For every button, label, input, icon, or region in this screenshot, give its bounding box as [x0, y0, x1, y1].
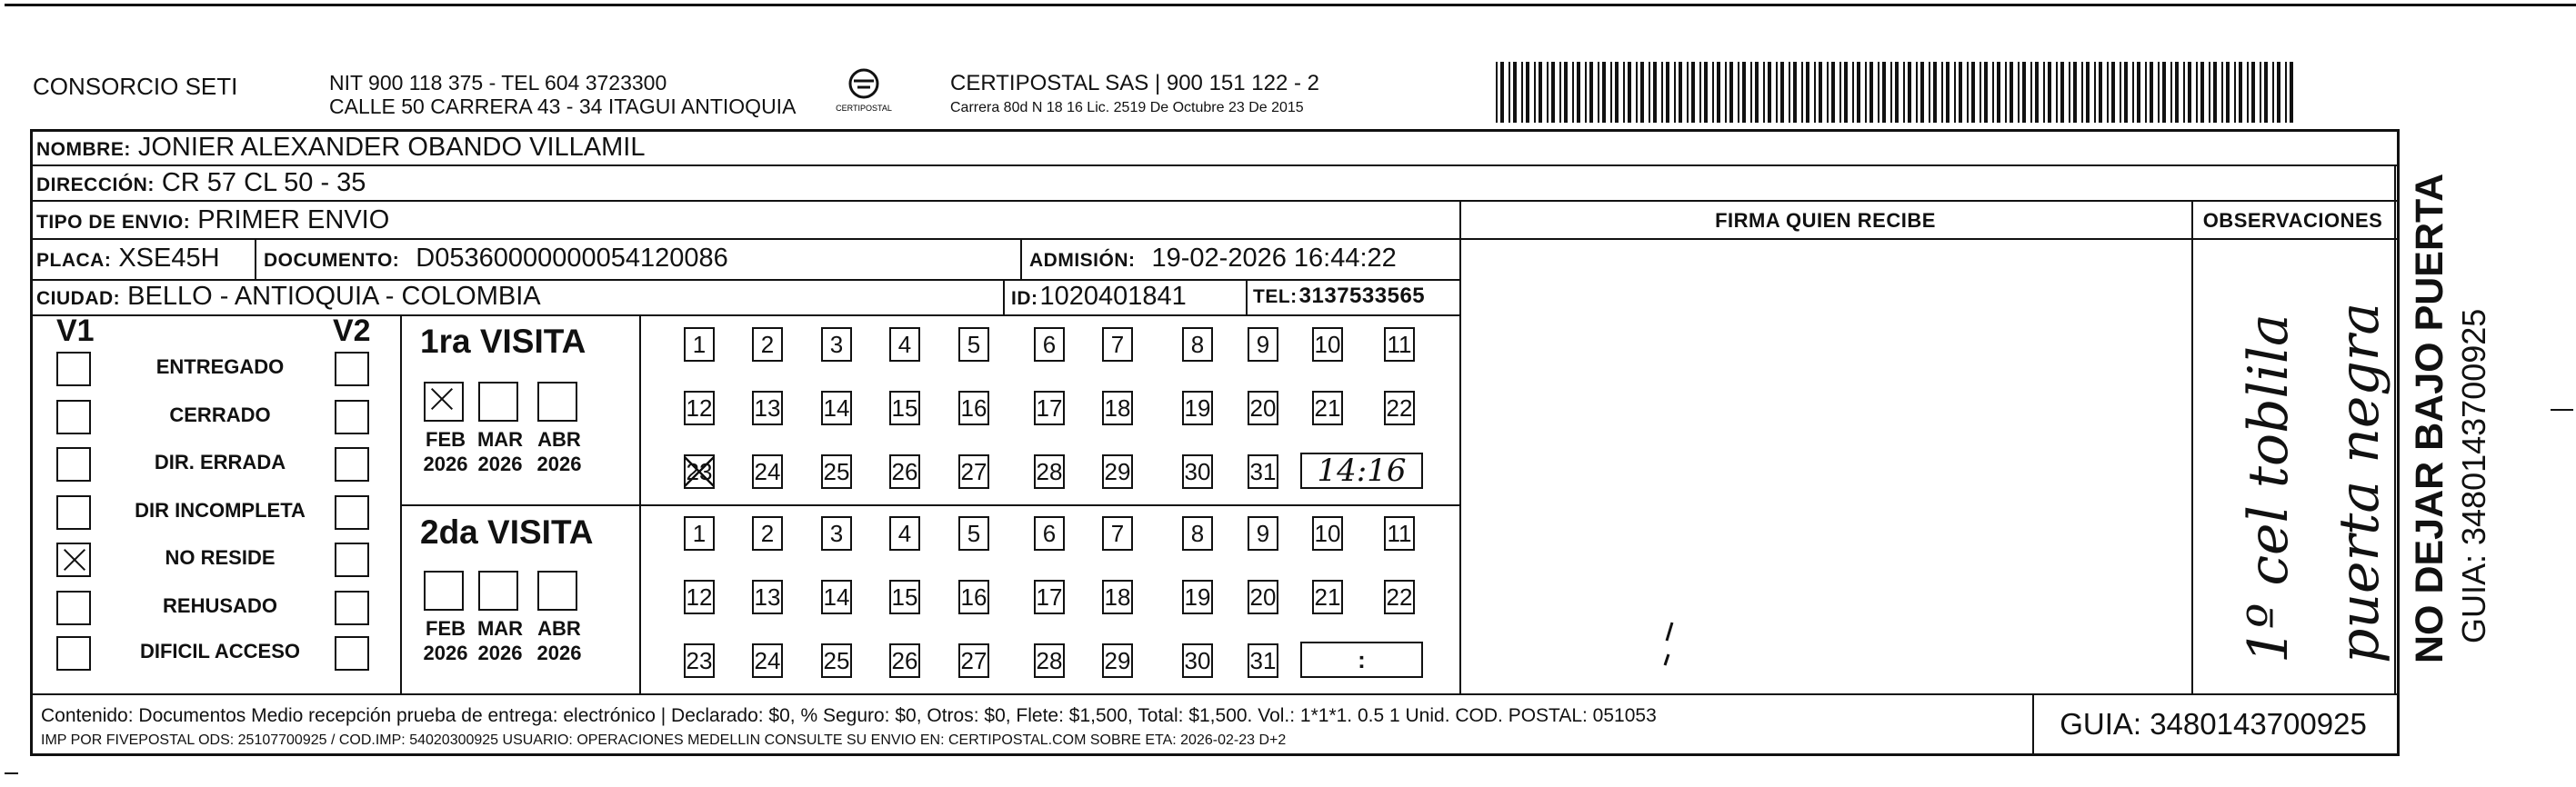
- recipient-name: JONIER ALEXANDER OBANDO VILLAMIL: [137, 133, 646, 162]
- v2-checkbox[interactable]: [335, 543, 369, 577]
- city-label: CIUDAD:: [36, 288, 121, 309]
- visit2-month-label: [418, 616, 473, 665]
- status-reason-label: REHUSADO: [163, 594, 277, 617]
- document-value: D05360000000054120086: [416, 244, 728, 273]
- visit1-day-box[interactable]: 4: [889, 327, 920, 362]
- v2-checkbox[interactable]: [335, 352, 369, 386]
- v2-label: V2: [333, 314, 371, 348]
- visit2-day-box[interactable]: 3: [821, 516, 852, 551]
- plate-row: [36, 244, 220, 274]
- visit2-day-box[interactable]: 28: [1034, 643, 1065, 678]
- visit1-month-label: [418, 427, 473, 476]
- top-border: [5, 4, 2576, 6]
- visit1-day-box[interactable]: 16: [958, 391, 989, 425]
- row-divider: [30, 314, 1459, 316]
- city-row: [36, 282, 541, 312]
- visit1-day-box[interactable]: 11: [1384, 327, 1415, 362]
- visit1-day-box[interactable]: 2: [752, 327, 783, 362]
- visit1-month-name: FEB: [426, 428, 466, 451]
- visit1-day-box[interactable]: 12: [684, 391, 715, 425]
- footer-content: Contenido: Documentos Medio recepción prueba de entrega: electrónico | Declarado: $0, % Seguro: $0, Otros: $0, Flete: $1,500, Total: $1,500. Vol.: 1*1*1. 0.5 1 Unid. COD. POSTAL: 051053: [41, 705, 1657, 726]
- admission-row: [1029, 244, 1397, 274]
- visit1-month-name: ABR: [537, 428, 581, 451]
- observation-note-2: puerta negra: [2328, 302, 2391, 663]
- col-divider: [1020, 238, 1022, 279]
- col-divider: [2394, 164, 2396, 693]
- col-divider: [1003, 279, 1005, 314]
- side-guide: GUIA: 3480143700925: [2455, 308, 2492, 643]
- visit2-day-box[interactable]: 29: [1102, 643, 1133, 678]
- v2-checkbox[interactable]: [335, 591, 369, 625]
- status-reason-label: DIR. ERRADA: [154, 451, 286, 473]
- visit1-month-year: 2026: [536, 453, 582, 475]
- visit1-day-box[interactable]: 31: [1248, 454, 1278, 489]
- visit2-day-box[interactable]: 16: [958, 580, 989, 614]
- visit2-day-box[interactable]: 13: [752, 580, 783, 614]
- visit1-month-year: 2026: [477, 453, 523, 475]
- visit1-day-box[interactable]: 1: [684, 327, 715, 362]
- row-divider: [30, 164, 2400, 166]
- certipostal-logo: [832, 65, 896, 120]
- city-value: BELLO - ANTIOQUIA - COLOMBIA: [127, 282, 541, 311]
- visit1-month-label: [473, 427, 527, 476]
- barcode: [1496, 62, 2300, 123]
- tel-value: 3137533565: [1298, 284, 1426, 308]
- col-divider: [639, 314, 641, 693]
- status-reason-label: ENTREGADO: [155, 355, 285, 378]
- visit2-day-box[interactable]: 24: [752, 643, 783, 678]
- corner-mark: [5, 772, 18, 774]
- visit1-month-checkbox[interactable]: [478, 382, 518, 422]
- side-warning: NO DEJAR BAJO PUERTA: [2408, 173, 2451, 663]
- visit2-day-box[interactable]: 31: [1248, 643, 1278, 678]
- visit2-month-checkbox[interactable]: [478, 571, 518, 611]
- visit2-day-box[interactable]: 1: [684, 516, 715, 551]
- id-row: [1011, 282, 1187, 312]
- visit1-month-label: [532, 427, 586, 476]
- visit1-day-box[interactable]: 17: [1034, 391, 1065, 425]
- visit2-month-name: ABR: [537, 617, 581, 640]
- recipient-address: CR 57 CL 50 - 35: [161, 168, 366, 197]
- visit1-day-box[interactable]: 28: [1034, 454, 1065, 489]
- name-row: [36, 133, 645, 163]
- footer-guide: GUIA: 3480143700925: [2060, 707, 2367, 741]
- visit2-time[interactable]: :: [1300, 642, 1423, 678]
- visit2-day-box[interactable]: 10: [1312, 516, 1343, 551]
- visit1-title: 1ra VISITA: [420, 323, 586, 360]
- visit1-day-box[interactable]: 10: [1312, 327, 1343, 362]
- visit1-day-box[interactable]: 13: [752, 391, 783, 425]
- company-name: CONSORCIO SETI: [33, 73, 238, 100]
- visit1-day-box[interactable]: 23: [684, 454, 715, 489]
- visit2-day-box[interactable]: 27: [958, 643, 989, 678]
- id-value: 1020401841: [1039, 282, 1187, 311]
- admission-value: 19-02-2026 16:44:22: [1151, 244, 1397, 273]
- visit2-month-year: 2026: [423, 642, 468, 664]
- visit2-month-year: 2026: [536, 642, 582, 664]
- tel-row: [1253, 284, 1425, 309]
- shipment-type-row: [36, 205, 389, 235]
- visit1-day-box[interactable]: 22: [1384, 391, 1415, 425]
- plate-label: PLACA:: [36, 250, 112, 271]
- row-divider: [30, 200, 2400, 202]
- name-label: NOMBRE:: [36, 139, 131, 160]
- visit2-day-box[interactable]: 20: [1248, 580, 1278, 614]
- visit1-day-box[interactable]: 26: [889, 454, 920, 489]
- status-reason-label: NO RESIDE: [165, 546, 276, 569]
- col-divider: [255, 238, 256, 279]
- svg-text:CERTIPOSTAL: CERTIPOSTAL: [836, 104, 892, 113]
- visit1-day-box[interactable]: 14: [821, 391, 852, 425]
- visit1-day-box[interactable]: 6: [1034, 327, 1065, 362]
- visit2-month-label: [473, 616, 527, 665]
- address-row: [36, 168, 366, 198]
- signature-label: FIRMA QUIEN RECIBE: [1715, 209, 1936, 232]
- visit1-day-box[interactable]: 30: [1182, 454, 1213, 489]
- v2-checkbox[interactable]: [335, 636, 369, 671]
- visit2-day-box[interactable]: 23: [684, 643, 715, 678]
- id-label: ID:: [1011, 288, 1038, 309]
- visit2-day-box[interactable]: 8: [1182, 516, 1213, 551]
- shipment-type: PRIMER ENVIO: [197, 205, 390, 234]
- visit2-month-checkbox[interactable]: [537, 571, 577, 611]
- visit1-day-box[interactable]: 19: [1182, 391, 1213, 425]
- visit1-month-name: MAR: [476, 428, 524, 451]
- visit1-day-box[interactable]: 8: [1182, 327, 1213, 362]
- v2-checkbox[interactable]: [335, 495, 369, 530]
- carrier-license: Carrera 80d N 18 16 Lic. 2519 De Octubre 23 De 2015: [950, 100, 1304, 115]
- visit1-day-box[interactable]: 21: [1312, 391, 1343, 425]
- visit1-month-checkbox[interactable]: [537, 382, 577, 422]
- visit1-day-box[interactable]: 18: [1102, 391, 1133, 425]
- document-row: [264, 244, 728, 274]
- visit2-day-box[interactable]: 5: [958, 516, 989, 551]
- visit2-day-box[interactable]: 19: [1182, 580, 1213, 614]
- col-divider: [1459, 200, 1461, 693]
- visit2-day-box[interactable]: 11: [1384, 516, 1415, 551]
- visit2-day-box[interactable]: 2: [752, 516, 783, 551]
- carrier-name: CERTIPOSTAL SAS | 900 151 122 - 2: [950, 71, 1319, 95]
- visit1-month-checkbox[interactable]: [424, 382, 464, 422]
- visit1-day-box[interactable]: 3: [821, 327, 852, 362]
- visit1-time[interactable]: 14:16: [1300, 453, 1423, 489]
- visit1-day-box[interactable]: 7: [1102, 327, 1133, 362]
- company-address: CALLE 50 CARRERA 43 - 34 ITAGUI ANTIOQUIA: [329, 95, 797, 118]
- corner-mark: [2551, 409, 2573, 411]
- status-reason-label: DIFICIL ACCESO: [139, 640, 300, 662]
- row-divider: [30, 693, 2400, 695]
- shipment-type-label: TIPO DE ENVIO:: [36, 212, 191, 233]
- v2-checkbox[interactable]: [335, 447, 369, 482]
- visit2-day-box[interactable]: 25: [821, 643, 852, 678]
- visit2-month-name: MAR: [476, 617, 524, 640]
- col-divider: [400, 314, 402, 693]
- document-label: DOCUMENTO:: [264, 250, 400, 271]
- tel-label: TEL:: [1253, 286, 1298, 307]
- company-nit: NIT 900 118 375 - TEL 604 3723300: [329, 71, 667, 95]
- visit2-day-box[interactable]: 15: [889, 580, 920, 614]
- visit1-day-box[interactable]: 24: [752, 454, 783, 489]
- status-reason-label: DIR INCOMPLETA: [135, 499, 306, 522]
- visit2-day-box[interactable]: 7: [1102, 516, 1133, 551]
- visit2-day-box[interactable]: 9: [1248, 516, 1278, 551]
- v1-label: V1: [56, 314, 95, 348]
- visit1-month-year: 2026: [423, 453, 468, 475]
- col-divider: [1246, 279, 1248, 314]
- address-label: DIRECCIÓN:: [36, 174, 155, 195]
- visit2-day-box[interactable]: 14: [821, 580, 852, 614]
- col-divider: [2191, 200, 2193, 693]
- visit2-month-label: [532, 616, 586, 665]
- row-divider: [400, 504, 1459, 506]
- admission-label: ADMISIÓN:: [1029, 250, 1136, 271]
- observation-note-1: 1º cel toblila: [2237, 314, 2300, 663]
- signature-mark: [1659, 618, 1687, 672]
- visit2-day-box[interactable]: 26: [889, 643, 920, 678]
- visit2-title: 2da VISITA: [420, 513, 594, 551]
- visit1-day-box[interactable]: 20: [1248, 391, 1278, 425]
- visit2-day-box[interactable]: 30: [1182, 643, 1213, 678]
- visit2-day-box[interactable]: 4: [889, 516, 920, 551]
- visit2-day-box[interactable]: 18: [1102, 580, 1133, 614]
- visit1-day-box[interactable]: 25: [821, 454, 852, 489]
- sig-under: [1459, 238, 2394, 240]
- visit1-day-box[interactable]: 27: [958, 454, 989, 489]
- v2-checkbox[interactable]: [335, 400, 369, 434]
- visit2-day-box[interactable]: 22: [1384, 580, 1415, 614]
- footer-print: IMP POR FIVEPOSTAL ODS: 25107700925 / COD.IMP: 54020300925 USUARIO: OPERACIONES MEDELLIN CONSULTE SU ENVIO EN: CERTIPOSTAL.COM SOBRE ETA: 2026-02-23 D+2: [41, 732, 1287, 748]
- visit2-month-year: 2026: [477, 642, 523, 664]
- visit2-day-box[interactable]: 6: [1034, 516, 1065, 551]
- observations-label: OBSERVACIONES: [2202, 209, 2383, 232]
- plate-value: XSE45H: [118, 244, 220, 273]
- visit2-day-box[interactable]: 21: [1312, 580, 1343, 614]
- visit2-day-box[interactable]: 17: [1034, 580, 1065, 614]
- visit1-day-box[interactable]: 15: [889, 391, 920, 425]
- status-reason-label: CERRADO: [169, 403, 271, 426]
- visit1-day-box[interactable]: 29: [1102, 454, 1133, 489]
- visit1-day-box[interactable]: 9: [1248, 327, 1278, 362]
- visit2-day-box[interactable]: 12: [684, 580, 715, 614]
- visit2-month-checkbox[interactable]: [424, 571, 464, 611]
- visit1-day-box[interactable]: 5: [958, 327, 989, 362]
- visit2-month-name: FEB: [426, 617, 466, 640]
